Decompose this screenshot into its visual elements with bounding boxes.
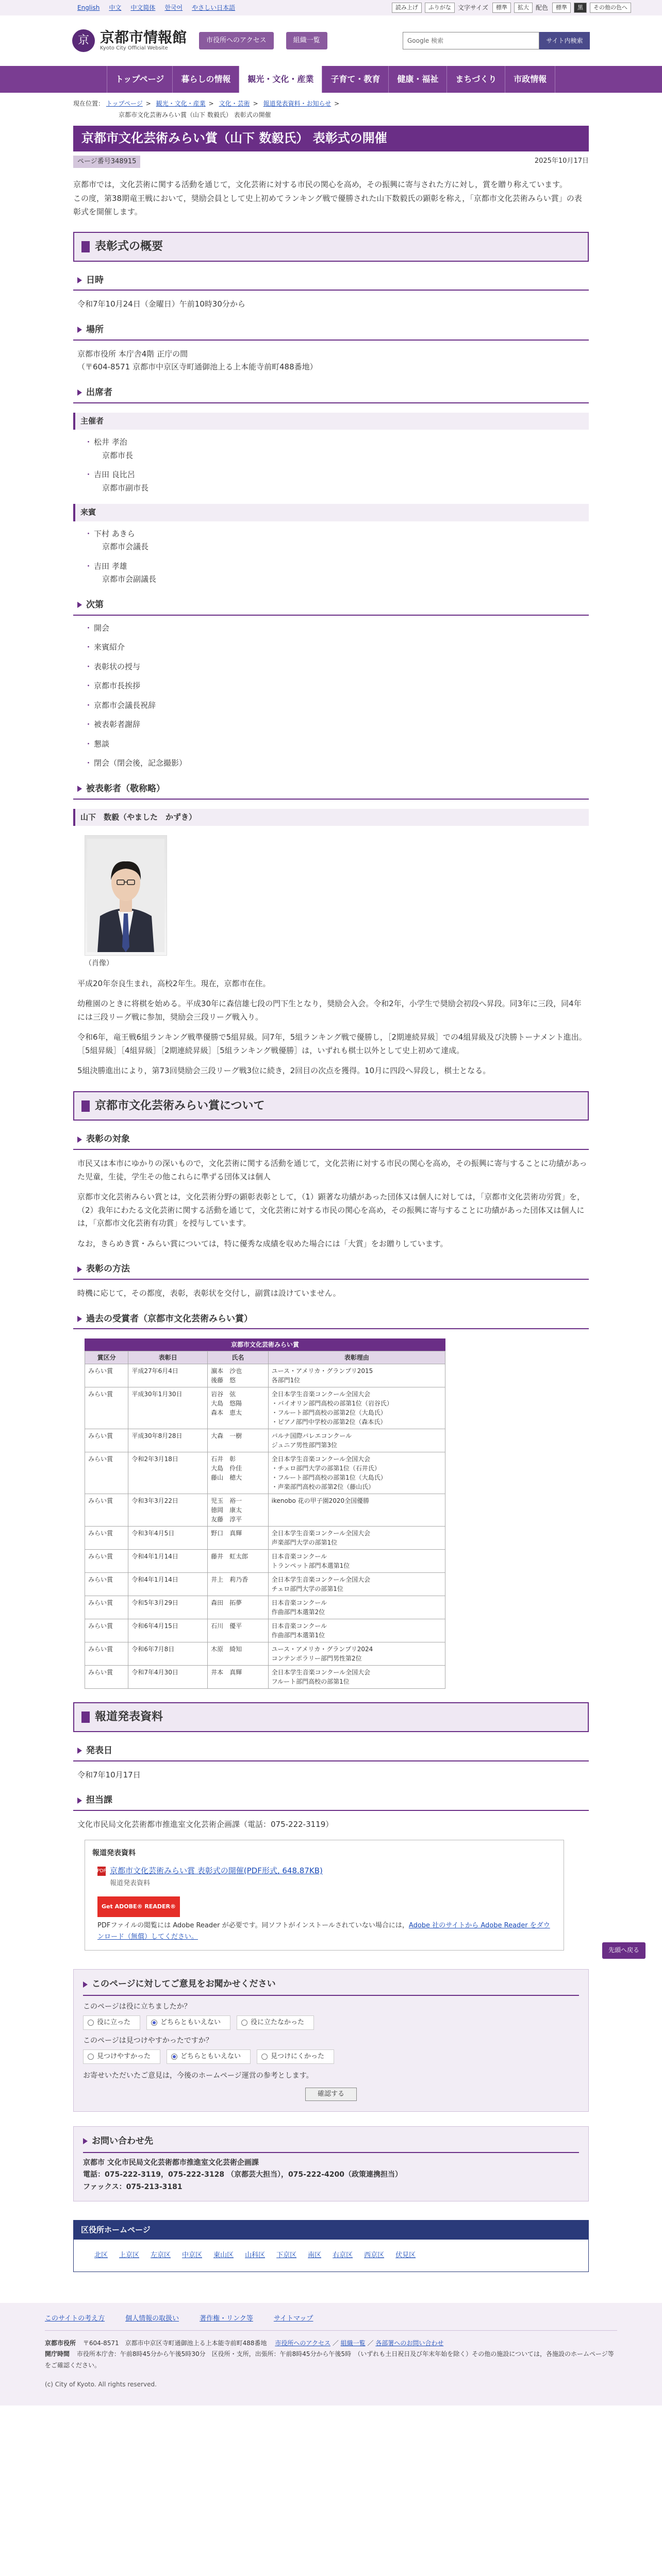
color-black-button[interactable]: 黒 [574,3,587,13]
contact-line: ファックス：075-213-3181 [83,2183,183,2192]
ward-link[interactable]: 南区 [308,2251,322,2260]
table-cell: 全日本学生音楽コンクール全国大会 ・チェロ部門大学の部第1位（石井氏） ・フルート部門高校の部第1位（大島氏） ・声楽部門高校の部第2位（藤山氏） [268,1452,445,1494]
intro-paragraph: 京都市では，文化芸術に関する活動を通じて，文化芸術に対する市民の関心を高め，その振興に寄与された方に対し，賞を贈り称えています。 [73,179,567,189]
radio-icon [88,2020,94,2026]
subsection-heading: 被表彰者（敬称略） [73,779,589,800]
table-row [85,1596,445,1619]
list-item: ・ 表彰状の授与 [94,660,589,674]
global-nav [0,66,662,93]
list-item: ・ 被表彰者謝辞 [94,718,589,732]
nav-city-administration[interactable]: 市政情報 [505,66,555,93]
font-size-standard-button[interactable]: 標準 [492,3,511,13]
page-id: ページ番号348915 [73,156,140,168]
ward-link[interactable]: 中京区 [182,2251,203,2260]
table-row [85,1573,445,1596]
table-cell: みらい賞 [85,1596,128,1619]
ward-links-heading: 区役所ホームページ [74,2221,588,2240]
about-paragraph: なお，きらめき賞・みらい賞については，特に優秀な成績を収めた場合には「大賞」をお贈りしています。 [77,1239,448,1248]
pdf-icon: PDF [97,1867,106,1876]
program-list [73,622,589,770]
nav-living[interactable]: 暮らしの情報 [173,66,239,93]
site-footer [0,2303,662,2405]
table-cell: みらい賞 [85,1527,128,1550]
survey-heading: このページに対してご意見をお聞かせください [83,1977,579,1996]
table-cell: みらい賞 [85,1364,128,1387]
ward-link[interactable]: 北区 [94,2251,108,2260]
table-caption: 京都市文化芸術みらい賞 [85,1338,445,1351]
document-label: 報道発表資料 [92,1849,136,1857]
page-meta [73,156,589,168]
table-cell: 井上 莉乃香 [208,1573,269,1596]
table-row [85,1642,445,1666]
section-heading: 報道発表資料 [73,1702,589,1732]
ward-link[interactable]: 伏見区 [395,2251,416,2260]
table-row [85,1429,445,1452]
bio-paragraph: 幼稚園のときに将棋を始める。平成30年に森信雄七段の門下生となり，奨励会入会。令和2年，小学生で奨励会初段へ昇段。同3年に三段，同4年には三段リーグ戦に参加，奨励会三段リーグ戦入り。 [77,999,582,1022]
list-item: ・ 開会 [94,622,589,635]
method-text: 時機に応じて，その都度，表彰，表彰状を交付し，副賞は設けていません。 [77,1289,341,1298]
list-item: ・ 松井 孝治 京都市長 [94,436,589,462]
host-list [73,436,589,495]
ward-link[interactable]: 西京区 [364,2251,385,2260]
furigana-button[interactable]: ふりがな [425,3,455,13]
language-links [77,3,235,13]
lang-link-chinese-simplified[interactable]: 中文简体 [130,4,156,11]
main-content [73,126,589,2272]
breadcrumb: 現在位置： トップページ > 観光・文化・産業 > 文化・芸術 > 報道発表資料・お知らせ > 京都市文化芸術みらい賞（山下 数毅氏） 表彰式の開催 [73,100,340,118]
table-cell: 濵本 沙也 後藤 悠 [208,1364,269,1387]
guest-list [73,528,589,586]
about-paragraph: 京都市文化芸術みらい賞とは，文化芸術分野の顕彰表彰として，（1）顕著な功績があった団体又は個人に対しては，「京都市文化芸術功労賞」を，（2）我年にわたる文化芸術に関する活動を通じて，文化芸術に対する市民の関心を高め，その振興に寄与することに功績があった団体又は個人には，「京都市文化芸術有功賞」を授与しています。 [77,1192,585,1228]
table-cell: 令和2年3月18日 [128,1452,208,1494]
table-row [85,1452,445,1494]
table-header: 表彰理由 [268,1351,445,1364]
table-cell: みらい賞 [85,1619,128,1642]
table-cell: 児玉 裕一 徳岡 康太 友藤 淳平 [208,1494,269,1527]
read-aloud-button[interactable]: 読み上げ [392,3,422,13]
list-item: ・ 京都市長挨拶 [94,680,589,693]
breadcrumb-item[interactable]: 報道発表資料・お知らせ [263,100,332,107]
table-cell: みらい賞 [85,1429,128,1452]
about-paragraph: 市民又は本市にゆかりの深いもので，文化芸術に関する活動を通じて，文化芸術に対する市民の関心を高め，その振興に寄与することに功績があった児童，生徒，学生その他これらに準ずる団体又は個人 [77,1159,587,1181]
photo-caption: （肖像） [85,959,113,968]
list-item: ・ 来賓紹介 [94,641,589,654]
related-document-box [85,1840,564,1951]
lang-link-korean[interactable]: 한국어 [164,4,183,11]
past-awardees-table [85,1338,445,1689]
subsection-heading: 担当課 [73,1791,589,1811]
font-size-label: 文字サイズ [457,4,488,11]
page-date: 2025年10月17日 [534,157,589,165]
nav-childcare-education[interactable]: 子育て・教育 [322,66,389,93]
table-cell: ユース・アメリカ・グランプリ2024 コンテンポラリー部門男性第2位 [268,1642,445,1666]
table-cell: 全日本学生音楽コンクール全国大会 フルート部門高校の部第1位 [268,1666,445,1689]
contact-line: 京都市 文化市民局文化芸術都市推進室文化芸術企画課 [83,2158,259,2167]
lang-link-english[interactable]: English [77,4,100,11]
table-cell: 平成30年8月28日 [128,1429,208,1452]
minor-heading: 来賓 [73,504,589,521]
ceremony-date: 令和7年10月24日（金曜日）午前10時30分から [77,299,245,309]
breadcrumb-current: 京都市文化芸術みらい賞（山下 数毅氏） 表彰式の開催 [119,111,271,118]
nav-top[interactable]: トップページ [107,66,173,93]
radio-option[interactable]: 見つけやすかった [83,2049,160,2064]
table-cell: 全日本学生音楽コンクール全国大会 声楽部門大学の部第1位 [268,1527,445,1550]
table-cell: 令和6年7月8日 [128,1642,208,1666]
accessibility-tools [392,3,631,13]
survey-question: このページは役に立ちましたか？ [83,2003,191,2011]
intro-text [73,178,589,219]
radio-option[interactable]: 見つけにくかった [257,2049,334,2064]
table-row [85,1619,445,1642]
ceremony-place: 京都市役所 本庁舎4階 正庁の間 （〒604-8571 京都市中京区寺町通御池上る上本能寺前町488番地） [77,349,318,372]
pdf-entry [92,1865,556,1889]
city-emblem-icon: 京 [72,29,95,52]
subsection-heading: 場所 [73,320,589,341]
adobe-download-link[interactable]: Adobe 社のサイトから Adobe Reader をダウンロード（無償）してください。 [97,1921,550,1941]
hours-label: 開庁時間 [45,2350,70,2358]
lang-link-chinese-traditional[interactable]: 中文 [109,4,122,11]
table-cell: ユース・アメリカ・グランプリ2015 各部門1位 [268,1364,445,1387]
subsection-heading: 出席者 [73,383,589,403]
subsection-heading: 日時 [73,271,589,291]
table-cell: 岩谷 弦 大島 悠陽 森本 恵太 [208,1387,269,1429]
table-cell: 日本音楽コンクール 作曲部門本選第1位 [268,1619,445,1642]
ward-link[interactable]: 左京区 [151,2251,171,2260]
table-cell: 令和3年3月22日 [128,1494,208,1527]
bio-paragraph: 令和6年，竜王戦6組ランキング戦準優勝で5組昇級。同7年，5組ランキング戦で優勝し，［2期連続昇級］での4組昇級及び決勝トーナメント進出。［5組昇級］［4組昇級］［2期連続昇級］［5組ランキング戦優勝］は，いずれも棋士以外として史上初めて達成。 [77,1032,587,1055]
table-cell: ikenobo 花の甲子園2020全国優勝 [268,1494,445,1527]
site-search [403,32,590,49]
pdf-description: 報道発表資料 [110,1879,151,1887]
back-to-top-button[interactable]: 先頭へ戻る [602,1942,646,1959]
press-contact: 文化市民局文化芸術都市推進室文化芸術企画課（電話：075-222-3119） [77,1820,334,1829]
table-cell: 井本 真輝 [208,1666,269,1689]
radio-selected-icon [151,2020,157,2026]
breadcrumb-item[interactable]: トップページ [106,100,143,107]
search-input[interactable]: Google 検索 [403,32,539,49]
table-row [85,1666,445,1689]
ward-link[interactable]: 下京区 [276,2251,297,2260]
footer-links [45,2313,617,2330]
list-item: ・ 吉田 孝雄 京都市会副議長 [94,560,589,586]
table-cell: 藤井 虹太郎 [208,1550,269,1573]
survey-note: お寄せいただいたご意見は，今後のホームページ運営の参考とします。 [83,2071,313,2080]
awardee-name: 山下 数毅（やました かずき） [73,809,589,826]
table-cell: 日本音楽コンクール 作曲部門本選第2位 [268,1596,445,1619]
table-cell: みらい賞 [85,1550,128,1573]
nav-urban-development[interactable]: まちづくり [447,66,505,93]
portrait-icon [87,839,164,952]
ward-list [74,2240,588,2272]
footer-info: 京都市役所 〒604-8571 京都市中京区寺町通御池上る上本能寺前町488番地 市役所へのアクセス ／ 組織一覧 ／ 各部署へのお問い合わせ 開庁時間 市役所本庁舎：午前8時45分から午後5時30分 区役所・支所，出張所：午前8時45分から午後5時 （いずれも土日祝日及び年末年始を除く）その他の施設については，各施設のホームページ等をご確認ください。 [45,2339,614,2369]
table-cell: 令和5年3月29日 [128,1596,208,1619]
acrobat-reader-area [92,1896,556,1917]
radio-option[interactable]: 役に立った [83,2015,140,2030]
survey-submit-button[interactable]: 確認する [305,2088,357,2101]
ward-link[interactable]: 山科区 [245,2251,266,2260]
list-item: ・ 懇談 [94,738,589,751]
breadcrumb-item[interactable]: 観光・文化・産業 [156,100,206,107]
ward-link[interactable]: 右京区 [333,2251,353,2260]
table-row [85,1494,445,1527]
font-size-large-button[interactable]: 拡大 [514,3,533,13]
table-cell: みらい賞 [85,1642,128,1666]
table-cell: 平成30年1月30日 [128,1387,208,1429]
survey-options [83,2049,579,2064]
nav-health-welfare[interactable]: 健康・福祉 [389,66,447,93]
radio-icon [261,2054,268,2060]
list-item: ・ 京都市会議長祝辞 [94,699,589,713]
table-row [85,1387,445,1429]
table-row [85,1364,445,1387]
table-cell: 野口 真輝 [208,1527,269,1550]
table-row [85,1527,445,1550]
table-cell: 令和6年4月15日 [128,1619,208,1642]
bio-paragraph: 平成20年奈良生まれ，高校2年生。現在，京都市在住。 [77,978,271,988]
breadcrumb-prefix: 現在位置： [73,100,105,107]
table-cell: 令和3年4月5日 [128,1527,208,1550]
section-heading: 京都市文化芸術みらい賞について [73,1091,589,1121]
access-button[interactable]: 市役所へのアクセス [199,32,274,49]
org-list-button[interactable]: 組織一覧 [286,32,327,49]
site-logo[interactable] [72,29,187,52]
table-cell: 木原 綺知 [208,1642,269,1666]
subsection-heading: 表彰の方法 [73,1260,589,1280]
feedback-survey [73,1969,589,2111]
acrobat-note: PDFファイルの閲覧には Adobe Reader が必要です。同ソフトがインストールされていない場合には，Adobe 社のサイトから Adobe Reader をダウンロード（無償）してください。 [97,1921,550,1941]
ward-link[interactable]: 上京区 [119,2251,140,2260]
ward-link[interactable]: 東山区 [213,2251,234,2260]
table-cell: 大森 一樹 [208,1429,269,1452]
table-cell: みらい賞 [85,1494,128,1527]
org-link[interactable]: 組織一覧 [340,2339,366,2347]
site-header [0,15,662,66]
table-cell: 令和4年1月14日 [128,1573,208,1596]
get-adobe-reader-banner[interactable]: Get ADOBE® READER® [97,1896,180,1917]
table-cell: 森田 拓夢 [208,1596,269,1619]
site-subtitle: Kyoto City Official Website [100,45,168,52]
ward-links [73,2220,589,2273]
color-label: 配色 [535,4,548,11]
intro-paragraph: この度，第38期竜王戦において，奨励会員として史上初めてランキング戦で優勝された山下数毅氏の顕彰を称え，「京都市文化芸術みらい賞」の表彰式を開催します。 [73,194,582,216]
table-header: 表彰日 [128,1351,208,1364]
search-button[interactable]: サイト内検索 [539,32,590,49]
color-other-button[interactable]: その他の色へ [590,3,631,13]
table-cell: 全日本学生音楽コンクール全国大会 ・バイオリン部門高校の部第1位（岩谷氏） ・フルート部門高校の部第2位（大島氏） ・ピアノ部門中学校の部第2位（森本氏） [268,1387,445,1429]
footer-link[interactable]: サイトマップ [273,2315,313,2323]
hours-text: 市役所本庁舎：午前8時45分から午後5時30分 区役所・支所，出張所：午前8時45分から午後5時 （いずれも土日祝日及び年末年始を除く）その他の施設については，各施設のホームページ等をご確認ください。 [45,2350,614,2369]
access-link[interactable]: 市役所へのアクセス [275,2339,331,2347]
color-standard-button[interactable]: 標準 [552,3,571,13]
minor-heading: 主催者 [73,413,589,430]
subsection-heading: 過去の受賞者（京都市文化芸術みらい賞） [73,1310,589,1330]
section-heading: 表彰式の概要 [73,232,589,261]
table-cell: バルナ国際バレエコンクール ジュニア男性部門第3位 [268,1429,445,1452]
list-item: ・ 吉田 良比呂 京都市副市長 [94,468,589,495]
radio-option[interactable]: どちらともいえない [167,2049,251,2064]
contact-box [73,2126,589,2201]
page-title: 京都市文化芸術みらい賞（山下 数毅氏） 表彰式の開催 [73,126,589,151]
table-cell: 石井 彰 大島 伶佳 藤山 穂大 [208,1452,269,1494]
office-label: 京都市役所 [45,2339,76,2347]
table-cell: 石川 優平 [208,1619,269,1642]
list-item: ・ 下村 あきら 京都市会議長 [94,528,589,554]
lang-link-easy-japanese[interactable]: やさしい日本語 [192,4,236,11]
table-header-row [85,1351,445,1364]
table-cell: 令和7年4月30日 [128,1666,208,1689]
breadcrumb-item[interactable]: 文化・芸術 [219,100,250,107]
footer-link[interactable]: 著作権・リンク等 [200,2315,253,2323]
table-cell: 平成27年6月4日 [128,1364,208,1387]
subsection-heading: 次第 [73,596,589,616]
table-header: 賞区分 [85,1351,128,1364]
radio-icon [88,2054,94,2060]
footer-link[interactable]: このサイトの考え方 [45,2315,105,2323]
table-cell: 令和4年1月14日 [128,1550,208,1573]
table-row [85,1550,445,1573]
list-item: ・ 閉会（閉会後，記念撮影） [94,757,589,770]
survey-options [83,2015,579,2030]
subsection-heading: 発表日 [73,1741,589,1761]
pdf-download-link[interactable]: 京都市文化芸術みらい賞 表彰式の開催(PDF形式, 648.87KB) [110,1866,323,1876]
copyright: (c) City of Kyoto. All rights reserved. [45,2381,157,2388]
bio-paragraph: 5組決勝進出により，第73回奨励会三段リーグ戦3位に続き，2回目の次点を獲得。10月に四段へ昇段し，棋士となる。 [77,1066,491,1076]
table-cell: みらい賞 [85,1573,128,1596]
office-address: 〒604-8571 京都市中京区寺町通御池上る上本能寺前町488番地 [82,2339,267,2347]
table-cell: みらい賞 [85,1666,128,1689]
table-cell: 日本音楽コンクール トランペット部門本選第1位 [268,1550,445,1573]
nav-tourism-culture[interactable]: 観光・文化・産業 [239,66,322,93]
table-cell: みらい賞 [85,1452,128,1494]
awardee-photo [85,835,167,956]
subsection-heading: 表彰の対象 [73,1130,589,1150]
survey-question: このページは見つけやすかったですか？ [83,2036,213,2045]
radio-option[interactable]: 役に立たなかった [237,2015,314,2030]
contact-link[interactable]: 各部署へのお問い合わせ [375,2339,444,2347]
radio-icon [241,2020,247,2026]
footer-link[interactable]: 個人情報の取扱い [125,2315,179,2323]
top-utility-bar [0,0,662,15]
table-cell: みらい賞 [85,1387,128,1429]
contact-heading: お問い合わせ先 [83,2134,579,2153]
contact-line: 電話：075-222-3119，075-222-3128 （京都芸大担当），075-222-4200（政策連携担当） [83,2171,402,2179]
radio-option[interactable]: どちらともいえない [146,2015,230,2030]
radio-selected-icon [171,2054,177,2060]
press-date: 令和7年10月17日 [77,1770,141,1780]
site-title: 京都市情報館 [100,28,187,46]
table-header: 氏名 [208,1351,269,1364]
table-cell: 全日本学生音楽コンクール全国大会 チェロ部門大学の部第1位 [268,1573,445,1596]
